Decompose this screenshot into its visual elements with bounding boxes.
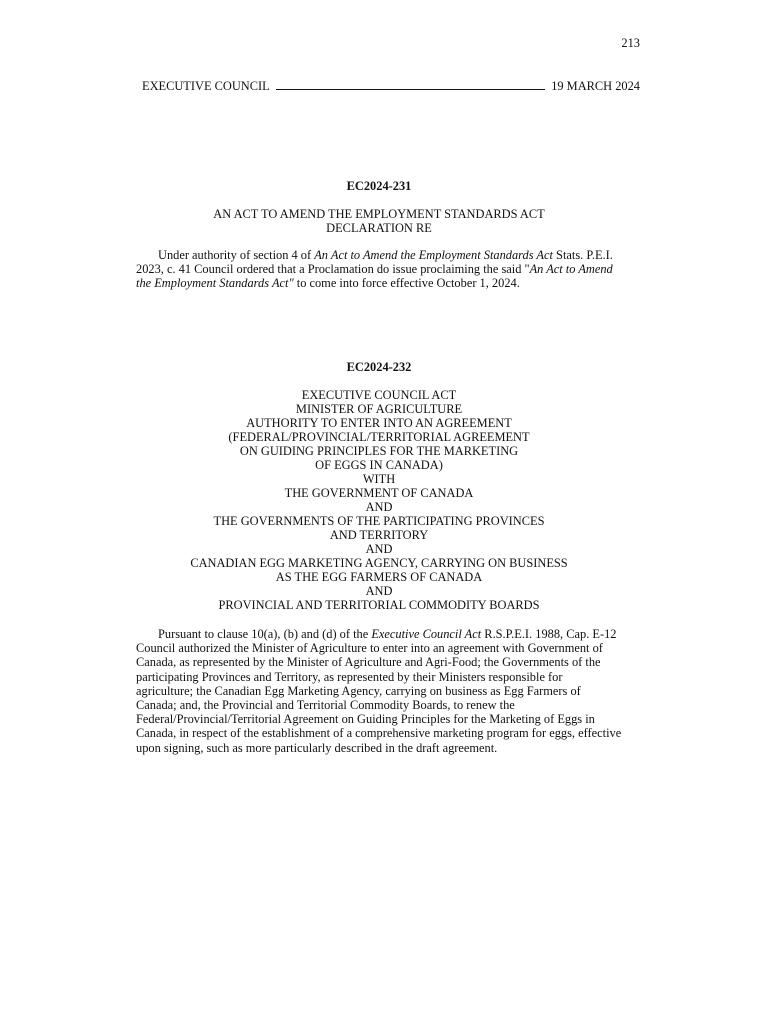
body-text: Under authority of section 4 of [158, 248, 315, 262]
title-line: EXECUTIVE COUNCIL ACT [301, 388, 457, 402]
order-number: EC2024-232 [346, 360, 412, 374]
title-line: AS THE EGG FARMERS OF CANADA [275, 570, 483, 584]
body-text: R.S.P.E.I. 1988, Cap. E-12 Council authorized the Minister of Agriculture to enter into an agreement with Government of Canada, as represented by the Minister of Agriculture and Agri-Food; the Governments of the participating Provinces and Territory, as represented by their Ministers responsible for agriculture; the Canadian Egg Marketing Agency, carrying on business as Egg Farmers of Canada; and, the Provincial and Territorial Commodity Boards, to renew the Federal/Provincial/Territorial Agreement on Guiding Principles for the Marketing of Eggs in Canada, in respect of the establishment of a comprehensive marketing program for eggs, effective upon signing, such as more particularly described in the draft agreement. [136, 627, 622, 755]
title-line: AND TERRITORY [329, 528, 429, 542]
header-rule [276, 79, 546, 90]
act-name: An Act to Amend the Employment Standards Act [314, 248, 553, 262]
title-line: WITH [362, 472, 396, 486]
order-body [136, 248, 622, 291]
title-line: AND [365, 500, 393, 514]
title-line: AN ACT TO AMEND THE EMPLOYMENT STANDARDS ACT [213, 207, 545, 221]
title-line: AND [365, 584, 393, 598]
act-name: An Act to Amend the Employment Standards Act" [136, 262, 613, 291]
body-text: Pursuant to clause 10(a), (b) and (d) of the [158, 627, 372, 641]
body-text: Stats. P.E.I. 2023, c. 41 Council ordered that a Proclamation do issue proclaiming the said " [136, 248, 613, 277]
title-line: THE GOVERNMENTS OF THE PARTICIPATING PROVINCES [213, 514, 545, 528]
order-title [136, 388, 622, 612]
title-line: AUTHORITY TO ENTER INTO AN AGREEMENT [246, 416, 512, 430]
title-line: CANADIAN EGG MARKETING AGENCY, CARRYING ON BUSINESS [190, 556, 568, 570]
body-text: to come into force effective October 1, 2024. [293, 276, 520, 291]
page-header [142, 79, 640, 94]
title-line: (FEDERAL/PROVINCIAL/TERRITORIAL AGREEMENT [228, 430, 530, 444]
title-line: PROVINCIAL AND TERRITORIAL COMMODITY BOARDS [218, 598, 540, 612]
title-line: AND [365, 542, 393, 556]
act-name: Executive Council Act [371, 627, 482, 641]
page-number: 213 [621, 36, 640, 50]
order-title [136, 207, 622, 235]
title-line: THE GOVERNMENT OF CANADA [284, 486, 474, 500]
title-line: MINISTER OF AGRICULTURE [295, 402, 463, 416]
title-line: ON GUIDING PRINCIPLES FOR THE MARKETING [239, 444, 519, 458]
header-date: 19 MARCH 2024 [551, 79, 640, 93]
title-line: DECLARATION RE [326, 221, 432, 235]
header-left: EXECUTIVE COUNCIL [142, 79, 270, 93]
order-body [136, 627, 622, 755]
title-line: OF EGGS IN CANADA) [315, 458, 443, 472]
order-number: EC2024-231 [346, 179, 412, 193]
